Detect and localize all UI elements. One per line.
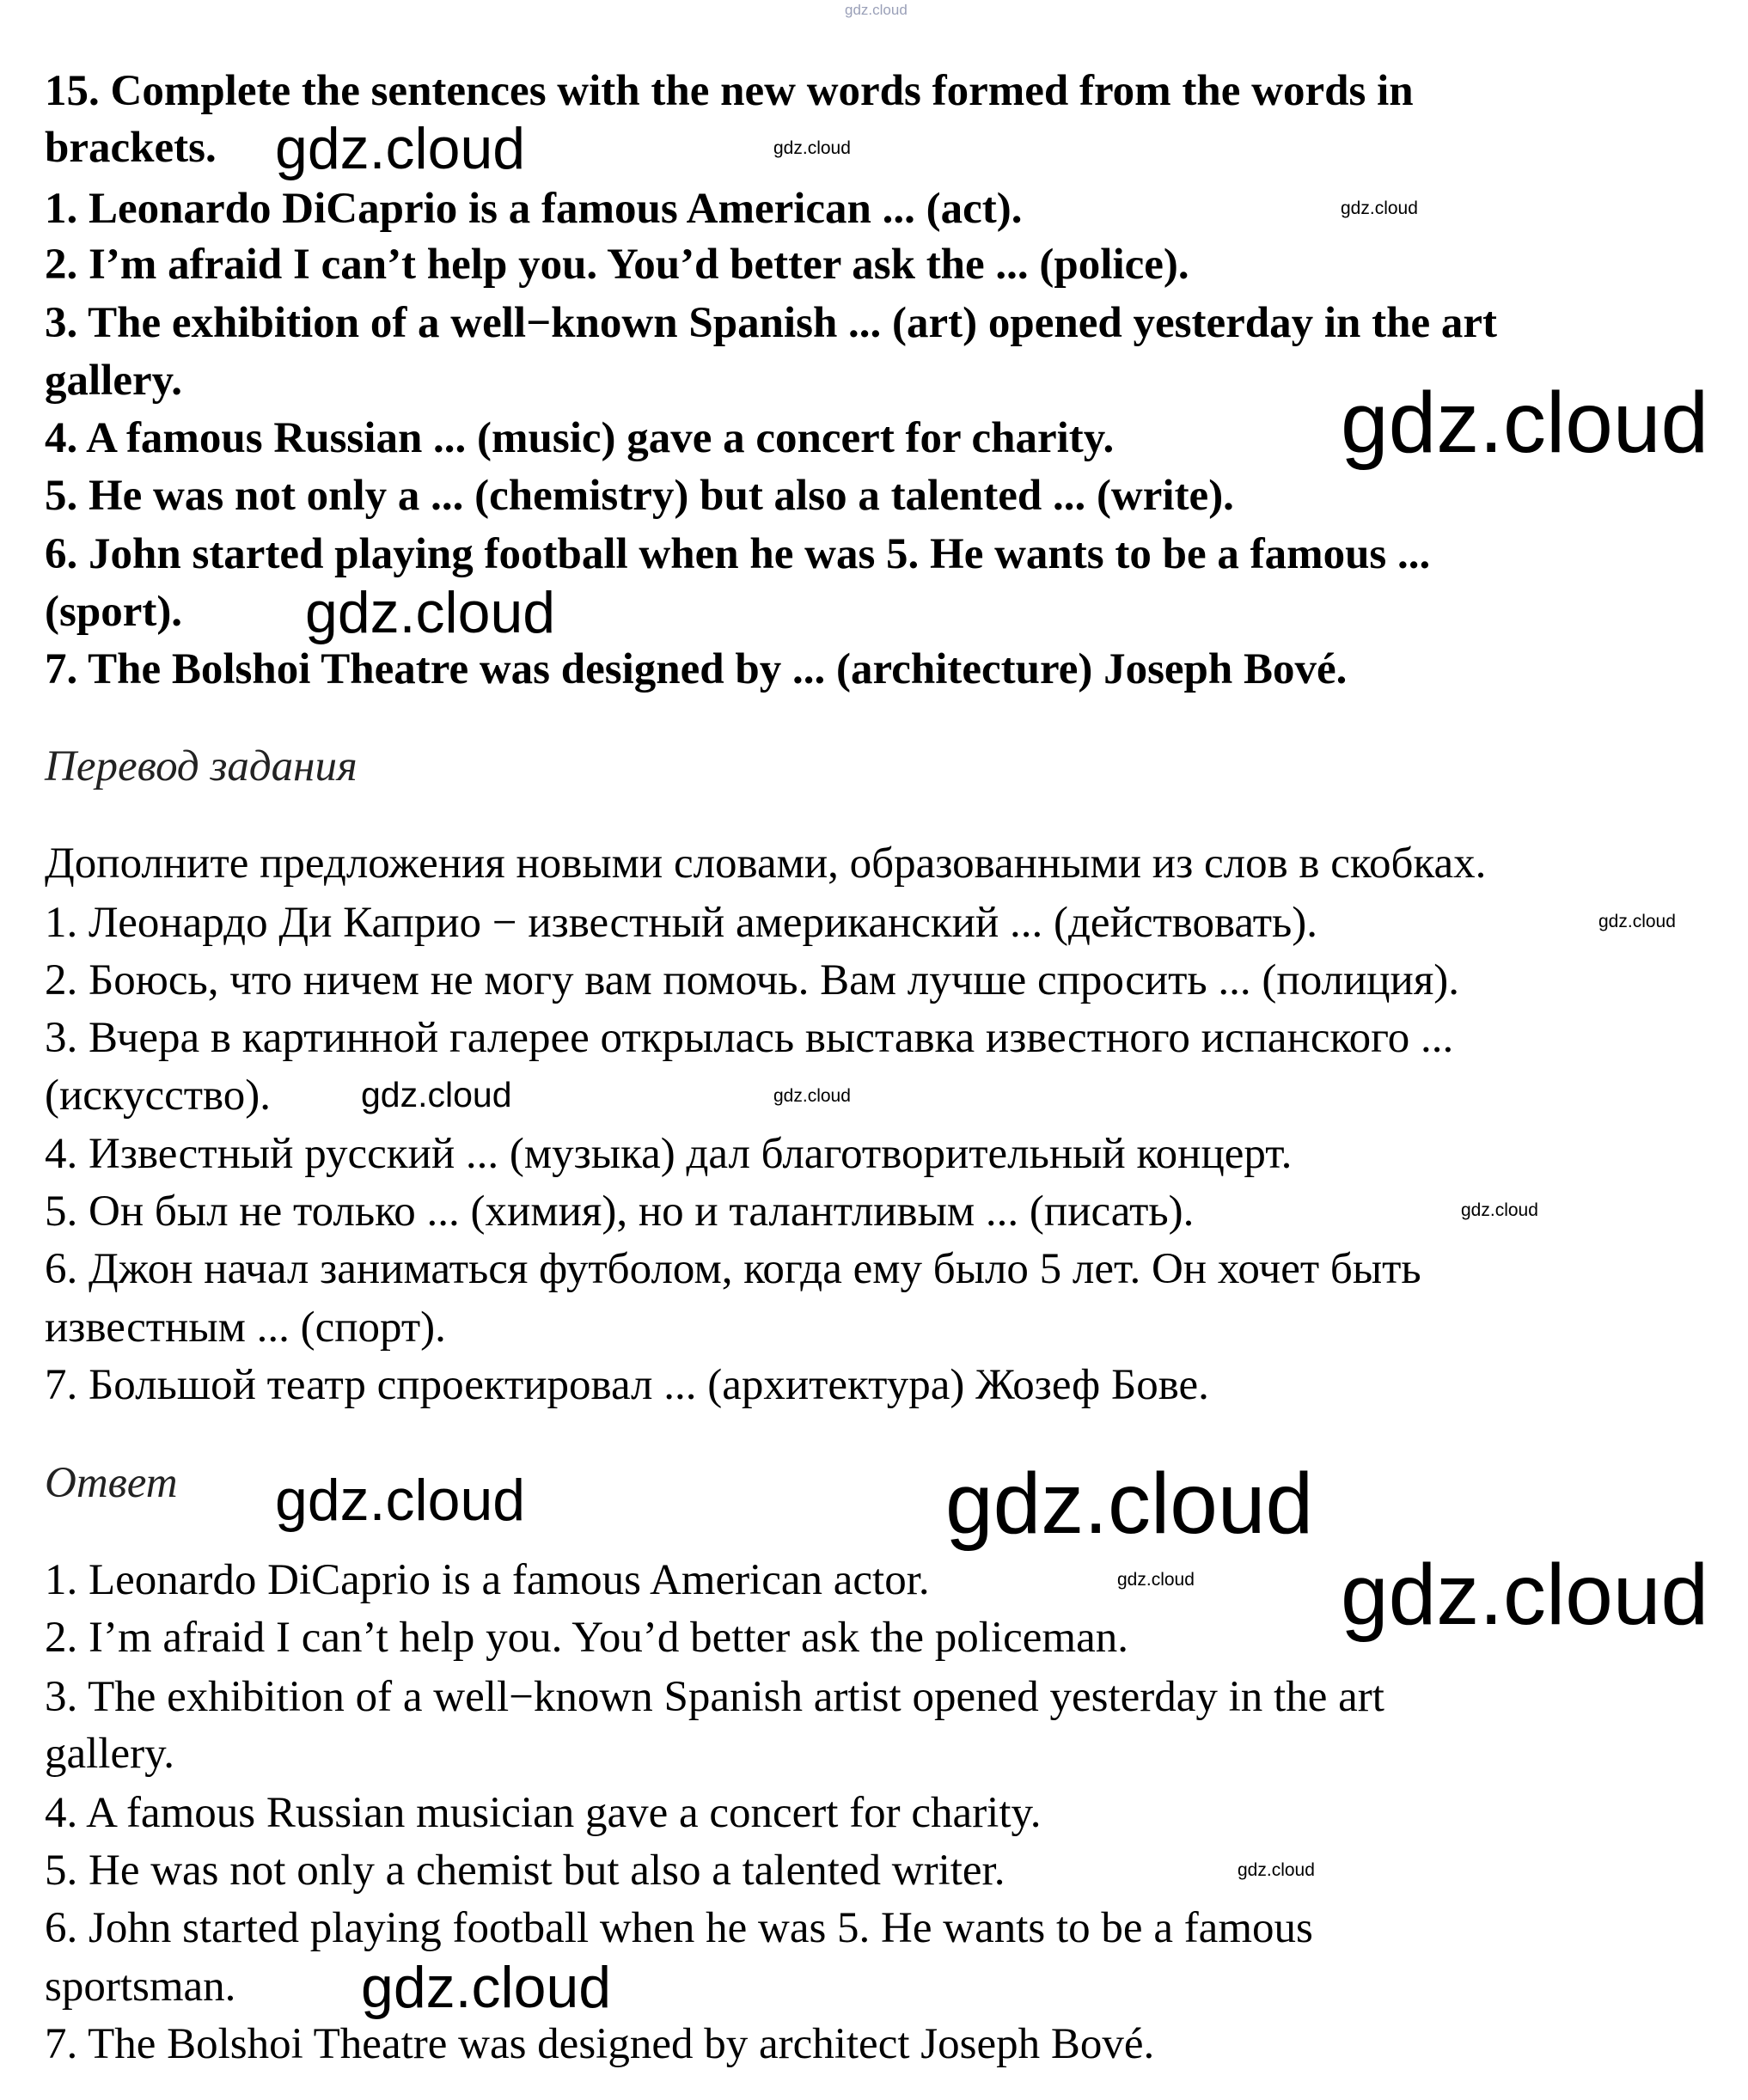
watermark: gdz.cloud <box>773 1086 851 1106</box>
task-line: 2. I’m afraid I can’t help you. You’d better ask the ... (police). <box>45 241 1189 289</box>
watermark: gdz.cloud <box>361 1955 612 2020</box>
translation-line: 2. Боюсь, что ничем не могу вам помочь. Вам лучше спросить ... (полиция). <box>45 956 1460 1004</box>
translation-line: 5. Он был не только ... (химия), но и талантливым ... (писать). <box>45 1187 1195 1236</box>
watermark: gdz.cloud <box>361 1075 512 1114</box>
translation-line: 1. Леонардо Ди Каприо − известный американский ... (действовать). <box>45 899 1318 947</box>
answer-line: 3. The exhibition of a well−known Spanish artist opened yesterday in the art <box>45 1673 1384 1721</box>
translation-line: (искусство). <box>45 1071 271 1120</box>
task-line: 6. John started playing football when he was 5. He wants to be a famous ... <box>45 530 1431 578</box>
task-line: gallery. <box>45 357 183 405</box>
answer-heading: Ответ <box>45 1459 178 1507</box>
translation-line: 3. Вчера в картинной галерее открылась выставка известного испанского ... <box>45 1014 1454 1062</box>
task-line: 7. The Bolshoi Theatre was designed by ... (architecture) Joseph Bové. <box>45 645 1348 693</box>
answer-line: gallery. <box>45 1730 175 1778</box>
translation-line: 4. Известный русский ... (музыка) дал благотворительный концерт. <box>45 1130 1293 1178</box>
answer-line: 6. John started playing football when he was 5. He wants to be a famous <box>45 1904 1313 1952</box>
watermark: gdz.cloud <box>773 138 851 158</box>
watermark: gdz.cloud <box>1341 375 1709 471</box>
task-line: 1. Leonardo DiCaprio is a famous American ... (act). <box>45 185 1023 233</box>
task-line: 4. A famous Russian ... (music) gave a concert for charity. <box>45 414 1115 462</box>
answer-line: 1. Leonardo DiCaprio is a famous American actor. <box>45 1556 930 1604</box>
answer-line: 4. A famous Russian musician gave a concert for charity. <box>45 1789 1042 1837</box>
watermark: gdz.cloud <box>1598 912 1676 931</box>
task-line: (sport). <box>45 588 183 636</box>
watermark: gdz.cloud <box>1341 198 1418 218</box>
translation-line: 7. Большой театр спроектировал ... (архитектура) Жозеф Бове. <box>45 1361 1209 1409</box>
watermark: gdz.cloud <box>945 1456 1314 1552</box>
translation-heading: Перевод задания <box>45 742 358 791</box>
watermark: gdz.cloud <box>1117 1570 1195 1590</box>
task-title: 15. Complete the sentences with the new words formed from the words in <box>45 67 1414 115</box>
answer-line: 2. I’m afraid I can’t help you. You’d better ask the policeman. <box>45 1614 1128 1662</box>
translation-line: 6. Джон начал заниматься футболом, когда ему было 5 лет. Он хочет быть <box>45 1245 1421 1293</box>
task-title-cont: brackets. <box>45 124 217 172</box>
watermark: gdz.cloud <box>1461 1200 1538 1220</box>
watermark: gdz.cloud <box>845 2 908 18</box>
watermark: gdz.cloud <box>1341 1547 1709 1643</box>
translation-line: известным ... (спорт). <box>45 1303 446 1352</box>
task-line: 3. The exhibition of a well−known Spanish ... (art) opened yesterday in the art <box>45 299 1497 347</box>
task-line: 5. He was not only a ... (chemistry) but also a talented ... (write). <box>45 472 1234 520</box>
watermark: gdz.cloud <box>275 116 526 181</box>
answer-line: sportsman. <box>45 1963 236 2011</box>
watermark: gdz.cloud <box>305 580 556 645</box>
watermark: gdz.cloud <box>1238 1860 1315 1880</box>
answer-line: 5. He was not only a chemist but also a talented writer. <box>45 1847 1005 1895</box>
answer-line: 7. The Bolshoi Theatre was designed by architect Joseph Bové. <box>45 2020 1155 2068</box>
watermark: gdz.cloud <box>275 1468 526 1533</box>
translation-line: Дополните предложения новыми словами, образованными из слов в скобках. <box>45 839 1487 888</box>
